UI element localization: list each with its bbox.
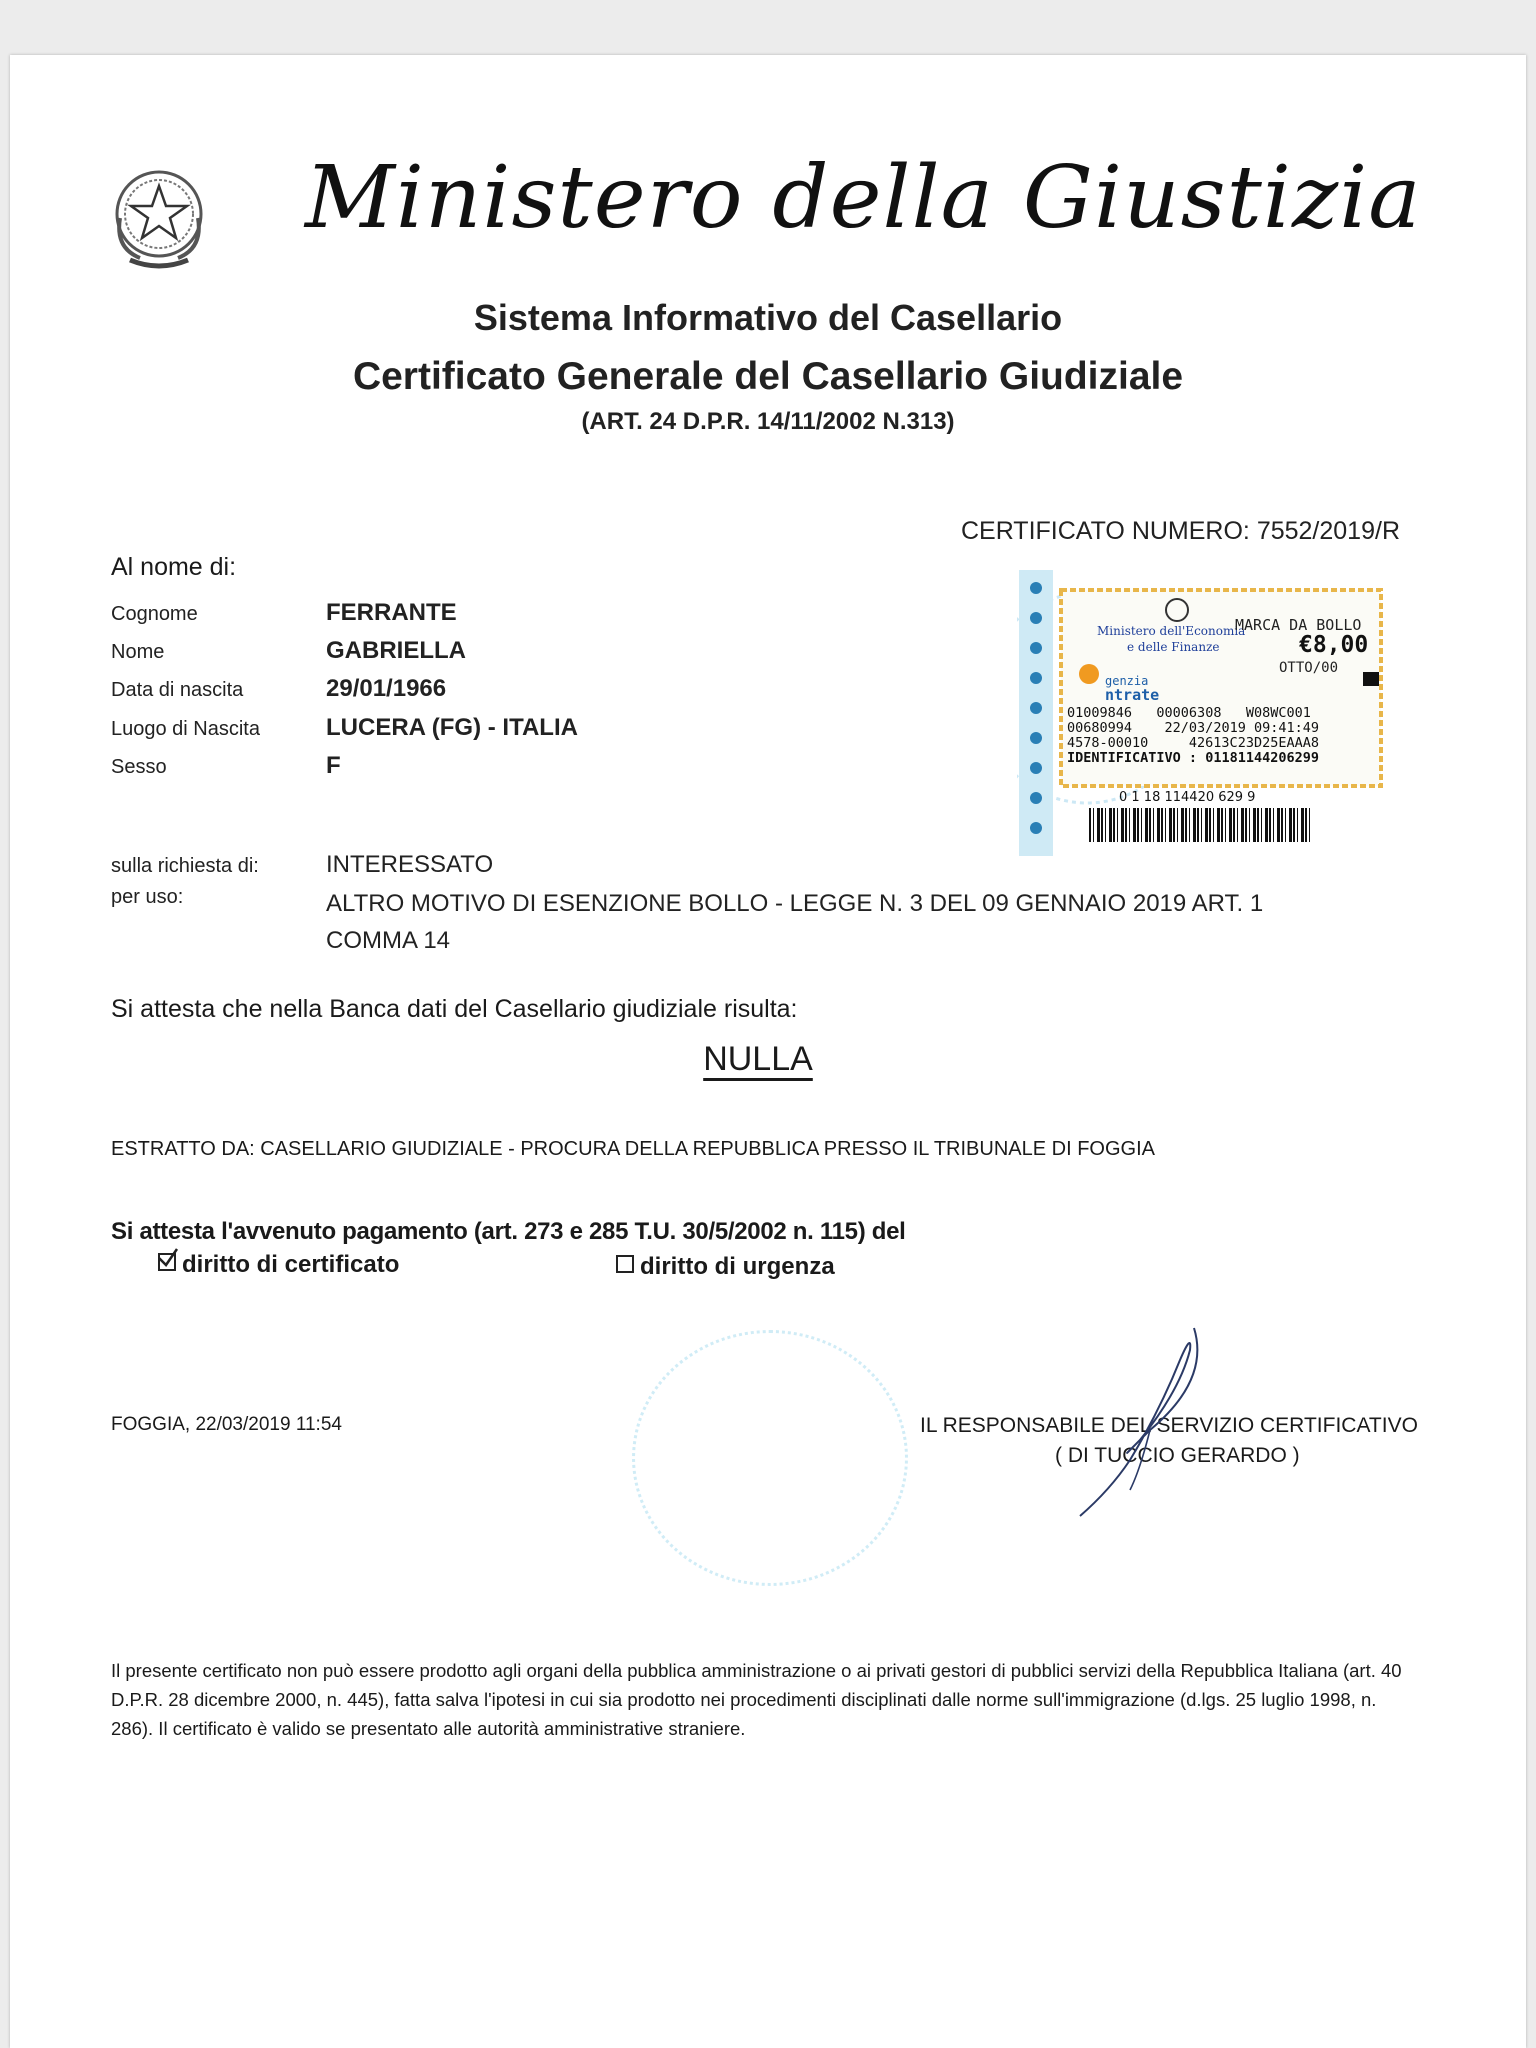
certificate-title: Certificato Generale del Casellario Giudiziale [352,355,1184,398]
birth-place-label: Luogo di Nascita [111,718,260,740]
extract-source: ESTRATTO DA: CASELLARIO GIUDIZIALE - PROCURA DELLA REPUBBLICA PRESSO IL TRIBUNALE DI FOGGIA [111,1138,1155,1160]
checkbox-certificate-fee [158,1251,399,1279]
checkbox-urgency-label: diritto di urgenza [640,1253,835,1280]
payment-statement: Si attesta l'avvenuto pagamento (art. 273 e 285 T.U. 30/5/2002 n. 115) del [111,1218,906,1245]
stamp-label: MARCA DA BOLLO [1235,616,1362,634]
use-value-line1: ALTRO MOTIVO DI ESENZIONE BOLLO - LEGGE N. 3 DEL 09 GENNAIO 2019 ART. 1 [326,890,1264,917]
office-seal [632,1330,908,1586]
handwritten-signature [1070,1320,1230,1520]
result-value: NULLA [703,1040,813,1078]
stamp-code-a: 01009846 [1067,705,1133,721]
system-title: Sistema Informativo del Casellario [473,297,1063,338]
stamp-issuer-line2: e delle Finanze [1127,640,1220,654]
stamp-code-e: 4578-00010 [1067,735,1149,751]
name-label: Nome [111,641,165,663]
stamp-codes [1067,706,1319,766]
stamp-id-label: IDENTIFICATIVO : [1067,750,1198,766]
birth-date-label: Data di nascita [111,679,244,701]
stamp-issuer-line1: Ministero dell'Economia [1097,624,1246,638]
stamp-barcode-text: 0 1 18 114420 629 9 [1119,790,1256,805]
stamp-code-c: W08WC001 [1245,705,1311,721]
use-label: per uso: [111,886,184,908]
birth-date-value: 29/01/1966 [326,675,447,702]
certificate-number: CERTIFICATO NUMERO: 7552/2019/R [960,517,1400,545]
checkbox-empty-icon [616,1255,634,1273]
request-label: sulla richiesta di: [111,855,259,877]
italian-republic-emblem-icon [100,158,218,276]
stamp-code-f: 42613C23D25EAAA8 [1188,735,1319,751]
stamp-code-b: 00006308 [1156,705,1222,721]
use-value-line2: COMMA 14 [326,927,451,954]
checkbox-checked-icon [158,1253,176,1271]
law-reference: (ART. 24 D.P.R. 14/11/2002 N.313) [581,408,955,435]
revenue-stamp [1017,568,1393,858]
stamp-barcode [1089,808,1311,842]
name-value: GABRIELLA [326,637,466,664]
stamp-code-d: 00680994 [1067,720,1133,736]
to-name-label: Al nome di: [111,553,237,581]
legal-footer: Il presente certificato non può essere prodotto agli organi della pubblica amministrazione o ai privati gestori di pubblici servizi della Repubblica Italiana (art. 40 D.P.R. 28 dicembre 2000, n. 445), fatta salva l'ipotesi in cui sia prodotto nei procedimenti disciplinati dalle norme sull'immigrazione (d.lgs. 25 luglio 1998, n. 286). Il certificato è valido se presentato alle autorità amministrative straniere. [111,1660,1402,1739]
ministry-title: Ministero della Giustizia [305,148,1422,248]
surname-value: FERRANTE [326,599,457,626]
stamp-agency-line1: genzia [1105,674,1149,688]
surname-label: Cognome [111,603,198,625]
stamp-amount-words: OTTO/00 [1279,660,1339,676]
stamp-id-value: 01181144206299 [1205,750,1319,766]
responsible-title: IL RESPONSABILE DEL SERVIZIO CERTIFICATIVO [920,1414,1418,1437]
birth-place-value: LUCERA (FG) - ITALIA [326,714,578,741]
request-value: INTERESSATO [326,851,494,878]
checkbox-certificate-label: diritto di certificato [182,1251,400,1278]
sex-value: F [326,752,341,779]
stamp-agency-line2: ntrate [1105,686,1160,704]
responsible-name: ( DI TUCCIO GERARDO ) [1055,1444,1300,1467]
sex-label: Sesso [111,756,167,778]
stamp-amount: €8,00 [1299,632,1369,658]
attestation-text: Si attesta che nella Banca dati del Casellario giudiziale risulta: [111,995,798,1023]
stamp-datetime: 22/03/2019 09:41:49 [1164,720,1319,736]
place-and-date: FOGGIA, 22/03/2019 11:54 [111,1414,342,1435]
checkbox-urgency-fee [616,1253,835,1281]
